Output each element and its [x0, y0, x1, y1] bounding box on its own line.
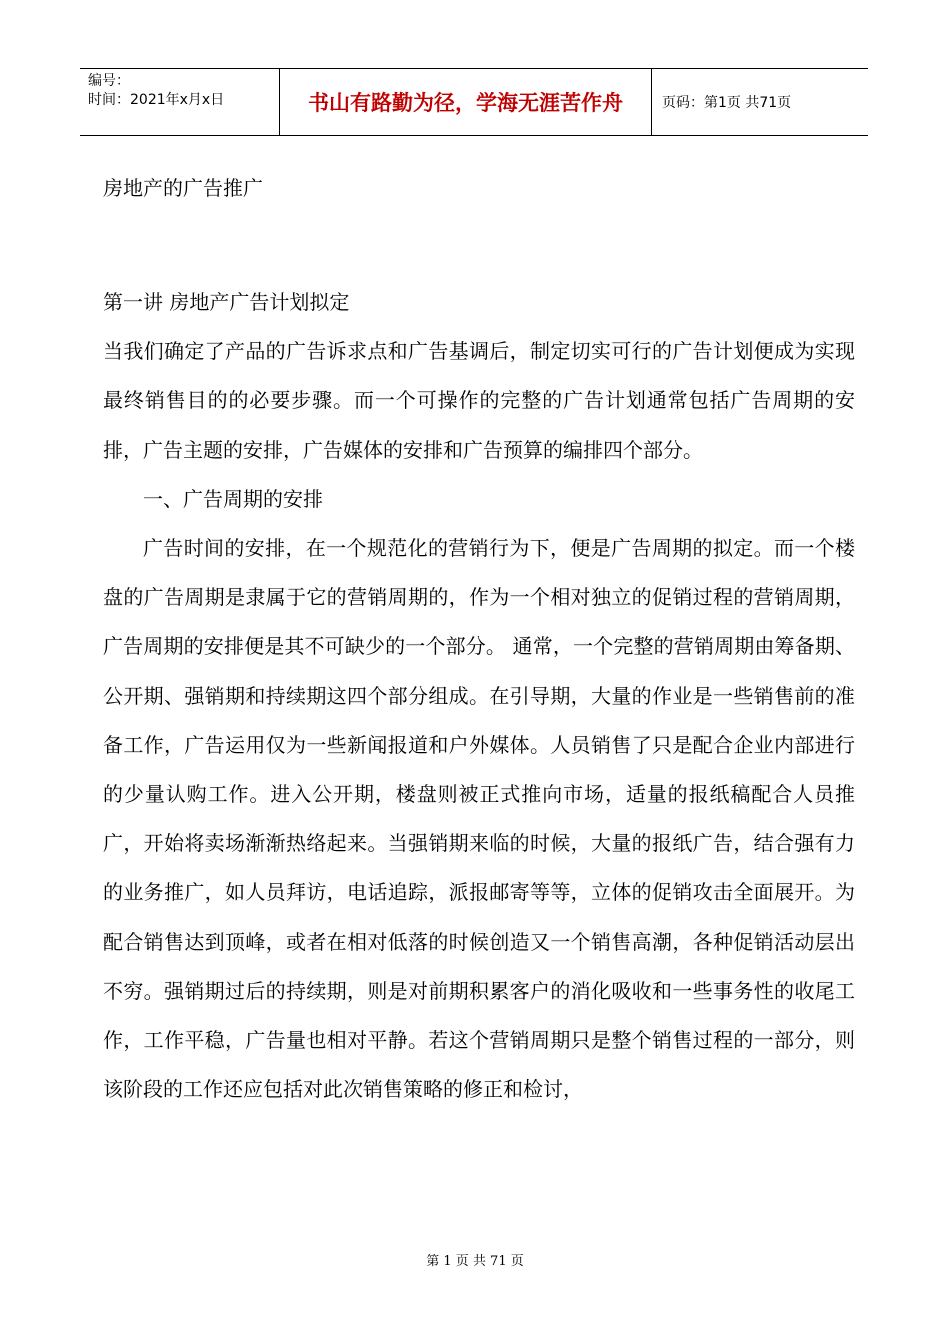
doc-number-label: 编号： [88, 73, 130, 89]
section-heading: 一、广告周期的安排 [143, 486, 323, 511]
header-motto [280, 69, 652, 135]
document-body [103, 278, 855, 1114]
body-paragraph: 广告时间的安排，在一个规范化的营销行为下，便是广告周期的拟定。而一个楼盘的广告周期是隶属于它的营销周期的，作为一个相对独立的促销过程的营销周期，广告周期的安排便是其不可缺少的一个部分。 通常，一个完整的营销周期由筹备期、公开期、强销期和持续期这四个部分组成。在引导期，大量的作业是一些销售前的准备工作，广告运用仅为一些新闻报道和户外媒体。人员销售了只是配合企业内部进行的少量认购工作。进入公开期，楼盘则被正式推向市场，适量的报纸稿配合人员推广，开始将卖场渐渐热络起来。当强销期来临的时候，大量的报纸广告，结合强有力的业务推广，如人员拜访，电话追踪，派报邮寄等等，立体的促销攻击全面展开。为配合销售达到顶峰，或者在相对低落的时候创造又一个销售高潮，各种促销活动层出不穷。强销期过后的持续期，则是对前期积累客户的消化吸收和一些事务性的收尾工作，工作平稳，广告量也相对平静。若这个营销周期只是整个销售过程的一部分，则该阶段的工作还应包括对此次销售策略的修正和检讨， [103, 536, 855, 1102]
header-page-info [652, 69, 868, 135]
header-meta [80, 69, 280, 135]
page-footer: 第 1 页 共 71 页 [426, 1254, 524, 1269]
lecture-title: 第一讲 房地产广告计划拟定 [103, 290, 350, 314]
page-info-text: 页码：第1页 共71页 [662, 95, 792, 111]
intro-paragraph: 当我们确定了产品的广告诉求点和广告基调后，制定切实可行的广告计划便成为实现最终销售目的的必要步骤。而一个可操作的完整的广告计划通常包括广告周期的安排，广告主题的安排，广告媒体的安排和广告预算的编排四个部分。 [103, 339, 855, 462]
document-title: 房地产的广告推广 [103, 176, 263, 200]
time-label: 时间：2021年x月x日 [88, 92, 225, 108]
motto-text: 书山有路勤为径，学海无涯苦作舟 [308, 91, 623, 115]
page-header [80, 68, 868, 136]
